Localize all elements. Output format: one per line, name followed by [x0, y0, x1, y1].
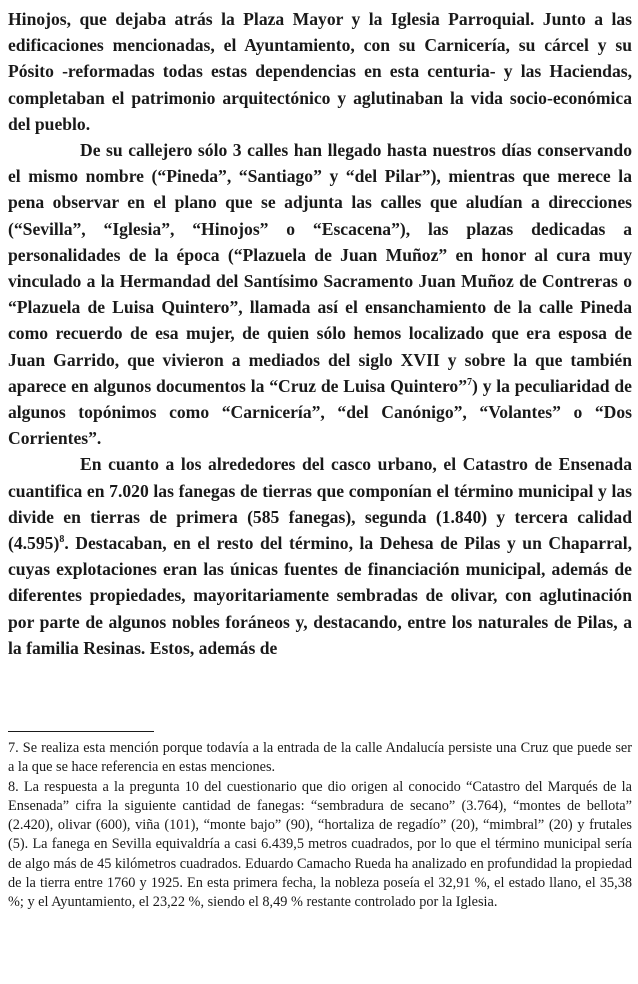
footnote-divider — [8, 731, 154, 732]
paragraph-2-text: De su callejero sólo 3 calles han llegado hasta nuestros días conservando el mismo nombre (“Pineda”, “Santiago” y “del Pilar”), mientras que merece la pena observar en el plano que se adjunta las calles que aludían a direcciones (“Sevilla”, “Iglesia”, “Hinojos” o “Escacena”), las plazas dedicadas a personalidades de la época (“Plazuela de Juan Muñoz” en honor al cura muy vinculado a la Hermandad del Santísimo Sacramento Juan Muñoz de Contreras o “Plazuela de Luisa Quintero”, llamada así el ensanchamiento de la calle Pineda como recuerdo de esa mujer, de quien sólo hemos localizado que era esposa de Juan Garrido, que vivieron a mediados del siglo XVII y sobre la que también aparece en algunos documentos la “Cruz de Luisa Quintero” — [8, 140, 632, 396]
paragraph-1: Hinojos, que dejaba atrás la Plaza Mayor y la Iglesia Parroquial. Junto a las edificaciones mencionadas, el Ayuntamiento, con su Carnicería, su cárcel y su Pósito -reformadas todas estas dependencias en esta centuria- y las Haciendas, completaban el patrimonio arquitectónico y aglutinaban la vida socio-económica del pueblo. — [8, 9, 632, 134]
footnote-ref-8[interactable]: 8 — [59, 534, 65, 546]
paragraph-2-text-end: ) y la peculiaridad de algunos topónimos como “Carnicería”, “del Canónigo”, “Volantes” o “Dos Corrientes”. — [8, 375, 632, 449]
paragraph-3-text: En cuanto a los alrededores del casco urbano, el Catastro de Ensenada cuantifica en 7.020 las fanegas de tierras que componían el término municipal y las divide en tierras de primera (585 fanegas), segunda (1.840) y tercera calidad (4.595) — [8, 454, 632, 554]
footnote-ref-7[interactable]: 7 — [467, 376, 473, 388]
page-body — [8, 6, 632, 661]
main-text — [8, 6, 632, 661]
paragraph-2 — [8, 137, 632, 451]
paragraph-3 — [8, 451, 632, 661]
footnotes — [8, 739, 632, 913]
footnote-7: 7. Se realiza esta mención porque todavía a la entrada de la calle Andalucía persiste una Cruz que puede ser a la que se hace referencia en estas menciones. — [8, 740, 632, 776]
paragraph-3-text-end: . Destacaban, en el resto del término, la Dehesa de Pilas y un Chaparral, cuyas explotaciones eran las únicas fuentes de financiación municipal, además de diferentes propiedades, mayoritariamente sembradas de olivar, con aglutinación por parte de algunos nobles foráneos y, destacando, entre los naturales de Pilas, a la familia Resinas. Estos, además de — [8, 533, 632, 658]
footnote-8: 8. La respuesta a la pregunta 10 del cuestionario que dio origen al conocido “Catastro del Marqués de la Ensenada” cifra la siguiente cantidad de fanegas: “sembradura de secano” (3.764), “montes de bellota” (2.420), olivar (600), viña (101), “monte bajo” (90), “hortaliza de regadío” (20), “mimbral” (20) y frutales (5). La fanega en Sevilla equivaldría a casi 6.439,5 metros cuadrados, por lo que el término municipal sería de algo más de 45 kilómetros cuadrados. Eduardo Camacho Rueda ha analizado en profundidad la propiedad de la tierra entre 1760 y 1925. En esta primera fecha, la nobleza poseía el 32,91 %, el estado llano, el 35,38 %; y el Ayuntamiento, el 23,22 %, siendo el 8,49 % restante controlado por la Iglesia. — [8, 778, 632, 911]
